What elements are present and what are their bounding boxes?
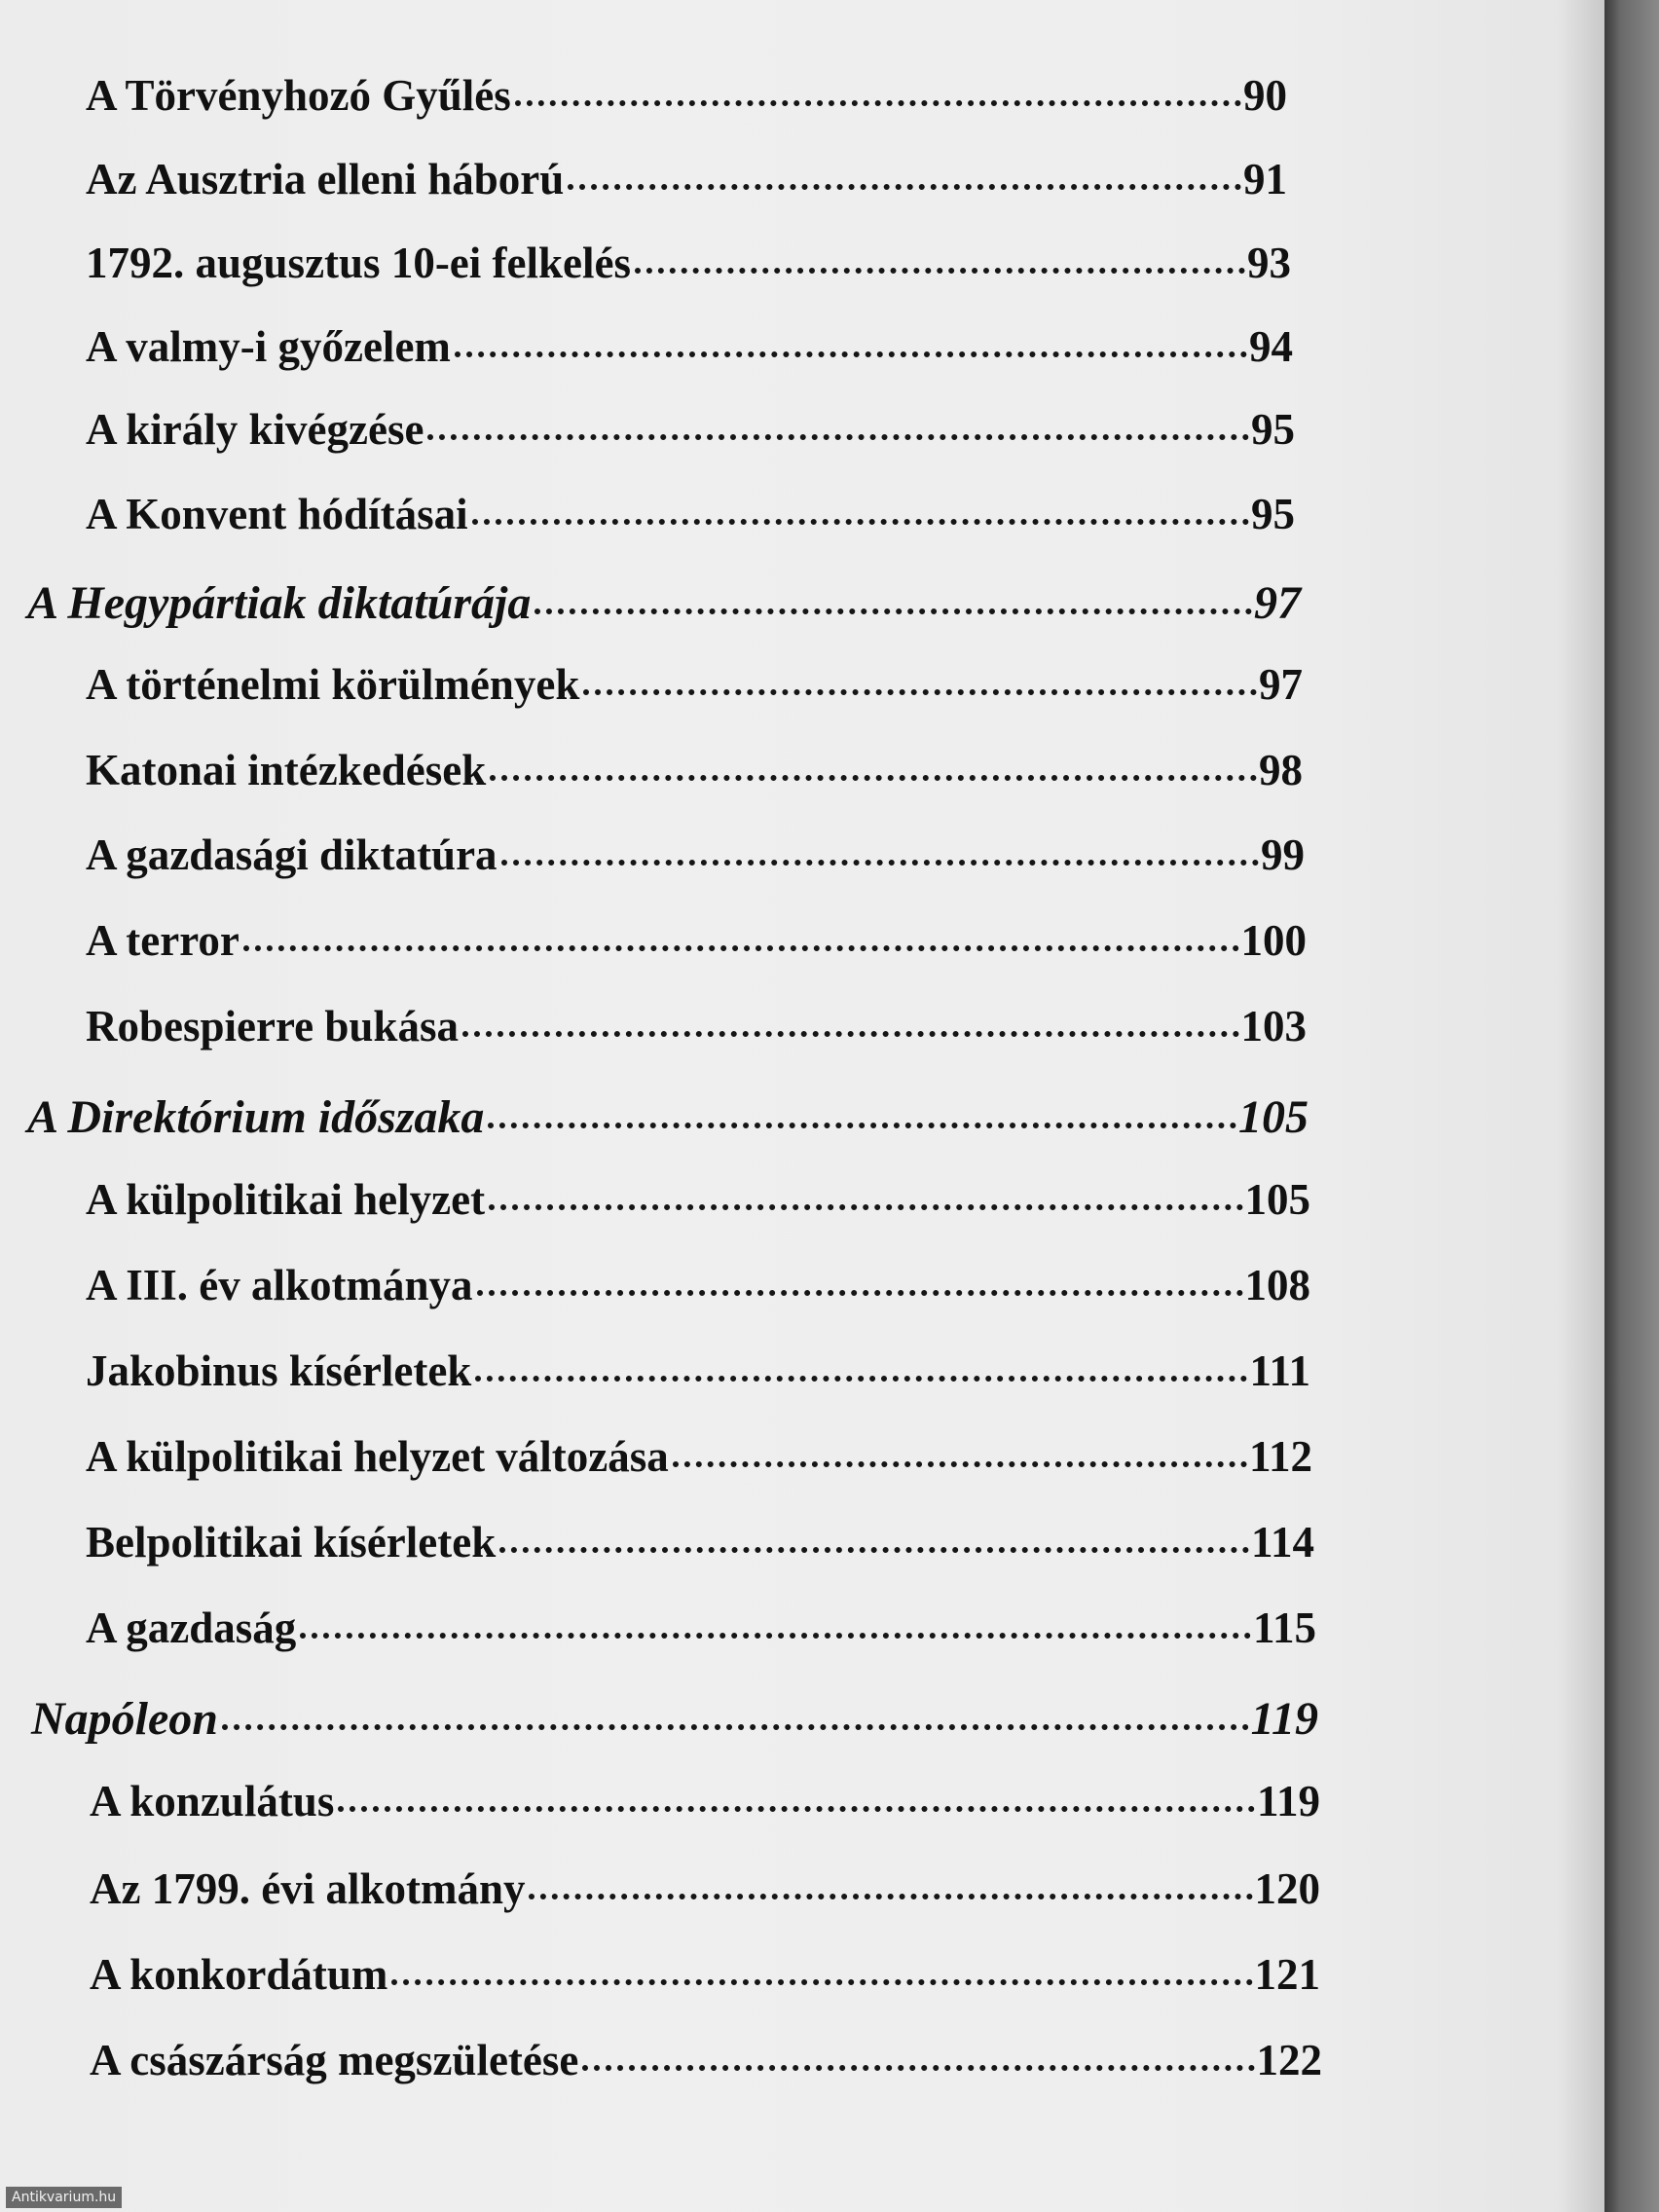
toc-entry	[86, 830, 1305, 880]
dot-leader	[427, 434, 1249, 440]
toc-page-number: 90	[1243, 71, 1287, 120]
toc-entry-title: Katonai intézkedések	[86, 746, 487, 794]
toc-entry	[90, 2035, 1322, 2085]
toc-entry-title: A terror	[86, 916, 240, 965]
toc-entry-title: A Hegypártiak diktatúrája	[27, 577, 532, 629]
toc-page-number: 103	[1240, 1002, 1307, 1051]
toc-page-number: 105	[1238, 1091, 1309, 1143]
toc-entry-title: 1792. augusztus 10-ei felkelés	[86, 239, 631, 287]
dot-leader	[222, 1724, 1249, 1730]
toc-entry	[86, 321, 1293, 372]
toc-entry-title: A gazdaság	[86, 1604, 297, 1652]
page-shadow	[1558, 0, 1604, 2212]
toc-chapter-entry	[27, 576, 1301, 630]
dot-leader	[635, 268, 1245, 274]
toc-entry	[90, 1776, 1320, 1826]
dot-leader	[391, 1979, 1252, 1985]
toc-page-number: 120	[1254, 1864, 1320, 1913]
toc-entry-title: Robespierre bukása	[86, 1002, 459, 1051]
toc-page-number: 112	[1248, 1432, 1312, 1481]
toc-page-number: 93	[1247, 239, 1291, 287]
toc-page-number: 115	[1252, 1604, 1316, 1652]
toc-page-number: 119	[1256, 1777, 1320, 1825]
toc-page-number: 98	[1259, 746, 1303, 794]
toc-entry	[86, 745, 1303, 795]
dot-leader	[490, 775, 1257, 781]
toc-entry	[86, 915, 1307, 966]
toc-page-number: 95	[1251, 405, 1295, 454]
toc-entry-title: A gazdasági diktatúra	[86, 830, 498, 879]
toc-chapter-entry	[31, 1692, 1318, 1746]
toc-page-number: 119	[1250, 1693, 1318, 1745]
dot-leader	[462, 1031, 1239, 1037]
toc-entry	[86, 154, 1287, 204]
toc-entry-title: A valmy-i győzelem	[86, 322, 451, 371]
dot-leader	[529, 1894, 1252, 1899]
dot-leader	[582, 2065, 1254, 2071]
toc-page-number: 114	[1250, 1518, 1314, 1567]
toc-entry-title: A császárság megszületése	[90, 2036, 579, 2084]
toc-entry	[86, 1603, 1316, 1653]
dot-leader	[338, 1806, 1255, 1812]
toc-entry-title: A Törvényhozó Gyűlés	[86, 71, 511, 120]
toc-page-number: 100	[1240, 916, 1307, 965]
toc-page-number: 105	[1244, 1175, 1310, 1224]
watermark: Antikvarium.hu	[6, 2187, 122, 2208]
toc-chapter-entry	[27, 1090, 1309, 1144]
toc-page-number: 121	[1254, 1950, 1320, 1999]
toc-entry	[86, 489, 1295, 539]
dot-leader	[475, 1376, 1247, 1382]
toc-entry	[86, 70, 1287, 121]
toc-entry-title: A Direktórium időszaka	[27, 1091, 485, 1143]
dot-leader	[535, 608, 1252, 614]
dot-leader	[501, 860, 1259, 866]
toc-page-number: 108	[1244, 1261, 1310, 1309]
dot-leader	[583, 689, 1257, 695]
toc-entry-title: Jakobinus kísérletek	[86, 1346, 472, 1395]
toc-entry-title: A III. év alkotmánya	[86, 1261, 473, 1309]
toc-page-number: 111	[1249, 1346, 1310, 1395]
dot-leader	[455, 351, 1247, 357]
toc-entry-title: A konkordátum	[90, 1950, 388, 1999]
toc-entry-title: A történelmi körülmények	[86, 660, 580, 709]
dot-leader	[489, 1204, 1242, 1210]
toc-entry-title: Az Ausztria elleni háború	[86, 155, 565, 203]
toc-page-number: 97	[1259, 660, 1303, 709]
book-edge	[1604, 0, 1659, 2212]
toc-page-number: 122	[1256, 2036, 1322, 2084]
dot-leader	[499, 1547, 1249, 1553]
dot-leader	[243, 945, 1239, 951]
toc-entry	[86, 1260, 1310, 1310]
toc-entry	[86, 1001, 1307, 1051]
toc-entry	[86, 1346, 1310, 1396]
toc-entry	[86, 659, 1303, 710]
toc-entry	[86, 238, 1291, 288]
toc-page-number: 94	[1249, 322, 1293, 371]
toc-entry	[86, 1517, 1314, 1567]
toc-entry	[90, 1863, 1320, 1914]
toc-entry-title: A külpolitikai helyzet változása	[86, 1432, 669, 1481]
dot-leader	[477, 1290, 1243, 1296]
toc-entry-title: Belpolitikai kísérletek	[86, 1518, 497, 1567]
toc-page-number: 99	[1261, 830, 1305, 879]
toc-entry-title: A konzulátus	[90, 1777, 335, 1825]
toc-entry	[86, 1174, 1310, 1225]
toc-entry-title: A király kivégzése	[86, 405, 424, 454]
dot-leader	[472, 519, 1249, 525]
toc-entry-title: A külpolitikai helyzet	[86, 1175, 486, 1224]
toc-page-number: 95	[1251, 490, 1295, 538]
dot-leader	[515, 100, 1241, 106]
toc-entry-title: Napóleon	[31, 1693, 218, 1745]
dot-leader	[488, 1123, 1236, 1128]
toc-entry	[86, 1431, 1312, 1482]
toc-entry-title: Az 1799. évi alkotmány	[90, 1864, 526, 1913]
toc-page-number: 97	[1254, 577, 1301, 629]
dot-leader	[673, 1461, 1247, 1467]
toc-page-number: 91	[1243, 155, 1287, 203]
dot-leader	[568, 184, 1241, 190]
toc-entry	[86, 404, 1295, 455]
dot-leader	[300, 1633, 1251, 1639]
toc-entry	[90, 1949, 1320, 2000]
toc-entry-title: A Konvent hódításai	[86, 490, 468, 538]
